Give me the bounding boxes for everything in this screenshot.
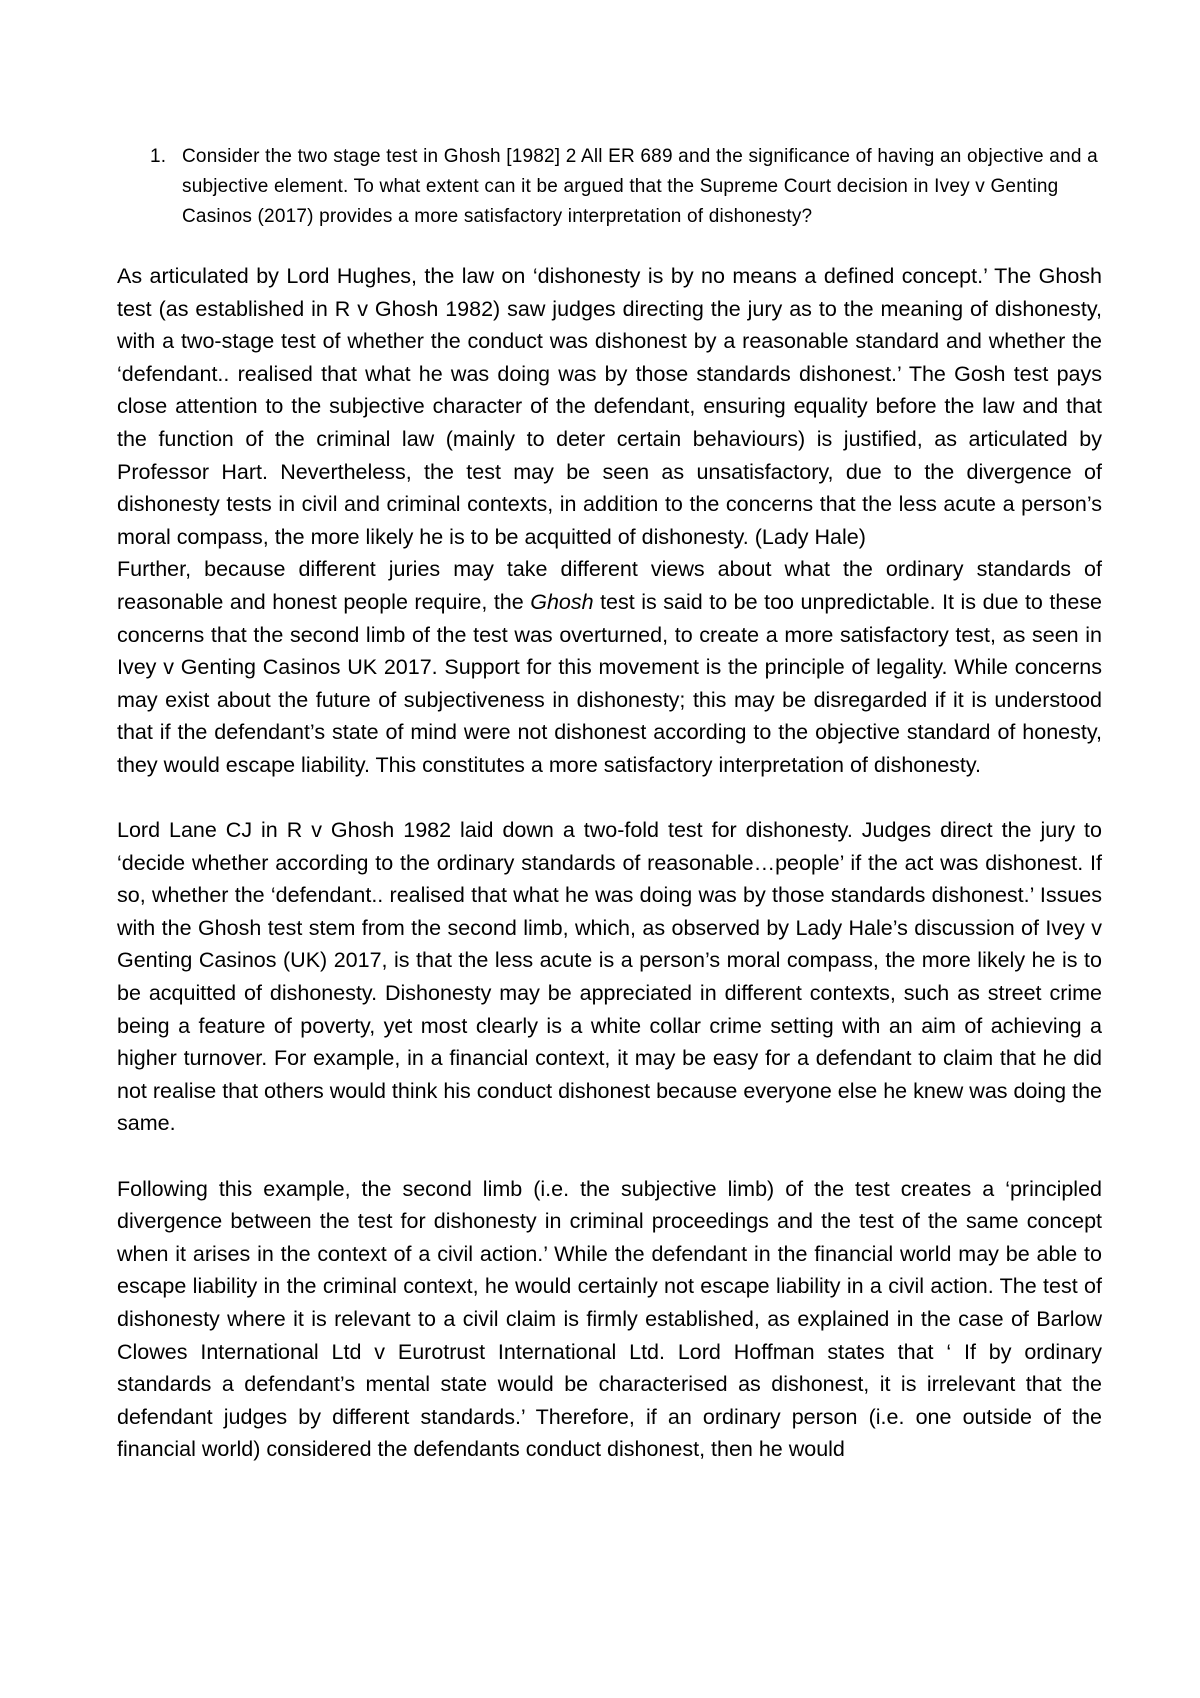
- paragraph-2: [117, 553, 1102, 781]
- paragraph-2-start: Further, because different juries may take different views about what the ordinary standards of reasonable and honest people require, the: [117, 557, 1102, 614]
- essay-body: [117, 260, 1102, 1466]
- paragraph-3: Lord Lane CJ in R v Ghosh 1982 laid down a two-fold test for dishonesty. Judges direct the jury to ‘decide whether according to the ordinary standards of reasonable…people’ if the act was dishonest. If so, whether the ‘defendant.. realised that what he was doing was by those standards dishonest.’ Issues with the Ghosh test stem from the second limb, which, as observed by Lady Hale’s discussion of Ivey v Genting Casinos (UK) 2017, is that the less acute is a person’s moral compass, the more likely he is to be acquitted of dishonesty. Dishonesty may be appreciated in different contexts, such as street crime being a feature of poverty, yet most clearly is a white collar crime setting with an aim of achieving a higher turnover. For example, in a financial context, it may be easy for a defendant to claim that he did not realise that others would think his conduct dishonest because everyone else he knew was doing the same.: [117, 818, 1102, 1136]
- question-text: Consider the two stage test in Ghosh [1982] 2 All ER 689 and the significance of having an objective and a subjective element. To what extent can it be argued that the Supreme Court decision in Ivey v Genting Casinos (2017) provides a more satisfactory interpretation of dishonesty?: [182, 146, 1098, 227]
- essay-question: [150, 142, 1102, 232]
- paragraph-2-italic-case: Ghosh: [530, 589, 594, 614]
- question-number: 1.: [150, 146, 167, 167]
- paragraph-2-end: test is said to be too unpredictable. It is due to these concerns that the second limb of the test was overturned, to create a more satisfactory test, as seen in Ivey v Genting Casinos UK 2017. Support for this movement is the principle of legality. While concerns may exist about the future of subjectiveness in dishonesty; this may be disregarded if it is understood that if the defendant’s state of mind were not dishonest according to the objective standard of honesty, they would escape liability. This constitutes a more satisfactory interpretation of dishonesty.: [117, 589, 1102, 777]
- paragraph-1: As articulated by Lord Hughes, the law on ‘dishonesty is by no means a defined concept.’ The Ghosh test (as established in R v Ghosh 1982) saw judges directing the jury as to the meaning of dishonesty, with a two-stage test of whether the conduct was dishonest by a reasonable standard and whether the ‘defendant.. realised that what he was doing was by those standards dishonest.’ The Gosh test pays close attention to the subjective character of the defendant, ensuring equality before the law and that the function of the criminal law (mainly to deter certain behaviours) is justified, as articulated by Professor Hart. Nevertheless, the test may be seen as unsatisfactory, due to the divergence of dishonesty tests in civil and criminal contexts, in addition to the concerns that the less acute a person’s moral compass, the more likely he is to be acquitted of dishonesty. (Lady Hale): [117, 264, 1102, 549]
- paragraph-4: Following this example, the second limb (i.e. the subjective limb) of the test creates a ‘principled divergence between the test for dishonesty in criminal proceedings and the test of the same concept when it arises in the context of a civil action.’ While the defendant in the financial world may be able to escape liability in the criminal context, he would certainly not escape liability in a civil action. The test of dishonesty where it is relevant to a civil claim is firmly established, as explained in the case of Barlow Clowes International Ltd v Eurotrust International Ltd. Lord Hoffman states that ‘ If by ordinary standards a defendant’s mental state would be characterised as dishonest, it is irrelevant that the defendant judges by different standards.’ Therefore, if an ordinary person (i.e. one outside of the financial world) considered the defendants conduct dishonest, then he would: [117, 1176, 1102, 1462]
